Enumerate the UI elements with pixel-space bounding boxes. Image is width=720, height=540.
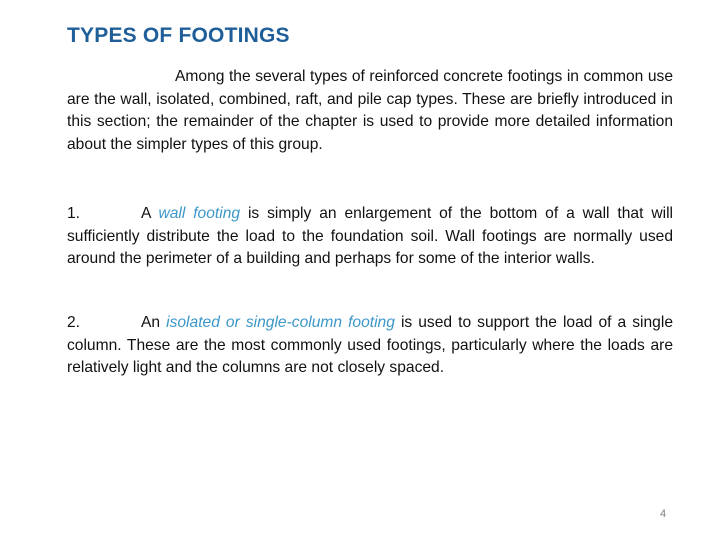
- page-number: 4: [660, 508, 667, 520]
- highlighted-term: wall footing: [158, 205, 241, 222]
- list-item-number: 2.: [67, 314, 81, 331]
- list-item-isolated-footing: [67, 312, 673, 380]
- list-item-text-before: A: [141, 205, 159, 222]
- list-item-text-after: is used to support the load of a single column. These are the most commonly used footings, particularly where the loads are relatively light and the columns are not closely spaced.: [67, 314, 673, 376]
- highlighted-term: isolated or single-column footing: [166, 314, 395, 331]
- list-item-number: 1.: [67, 205, 81, 222]
- list-item-text-before: An: [141, 314, 167, 331]
- slide-title: TYPES OF FOOTINGS: [67, 24, 290, 47]
- intro-paragraph: Among the several types of reinforced concrete footings in common use are the wall, isolated, combined, raft, and pile cap types. These are briefly introduced in this section; the remainder of the chapter is used to provide more detailed information about the simpler types of this group.: [67, 68, 673, 153]
- list-item-wall-footing: [67, 203, 673, 271]
- list-item-text-after: is simply an enlargement of the bottom of a wall that will sufficiently distribute the load to the foundation soil. Wall footings are normally used around the perimeter of a building and perhaps for some of the interior walls.: [67, 205, 673, 267]
